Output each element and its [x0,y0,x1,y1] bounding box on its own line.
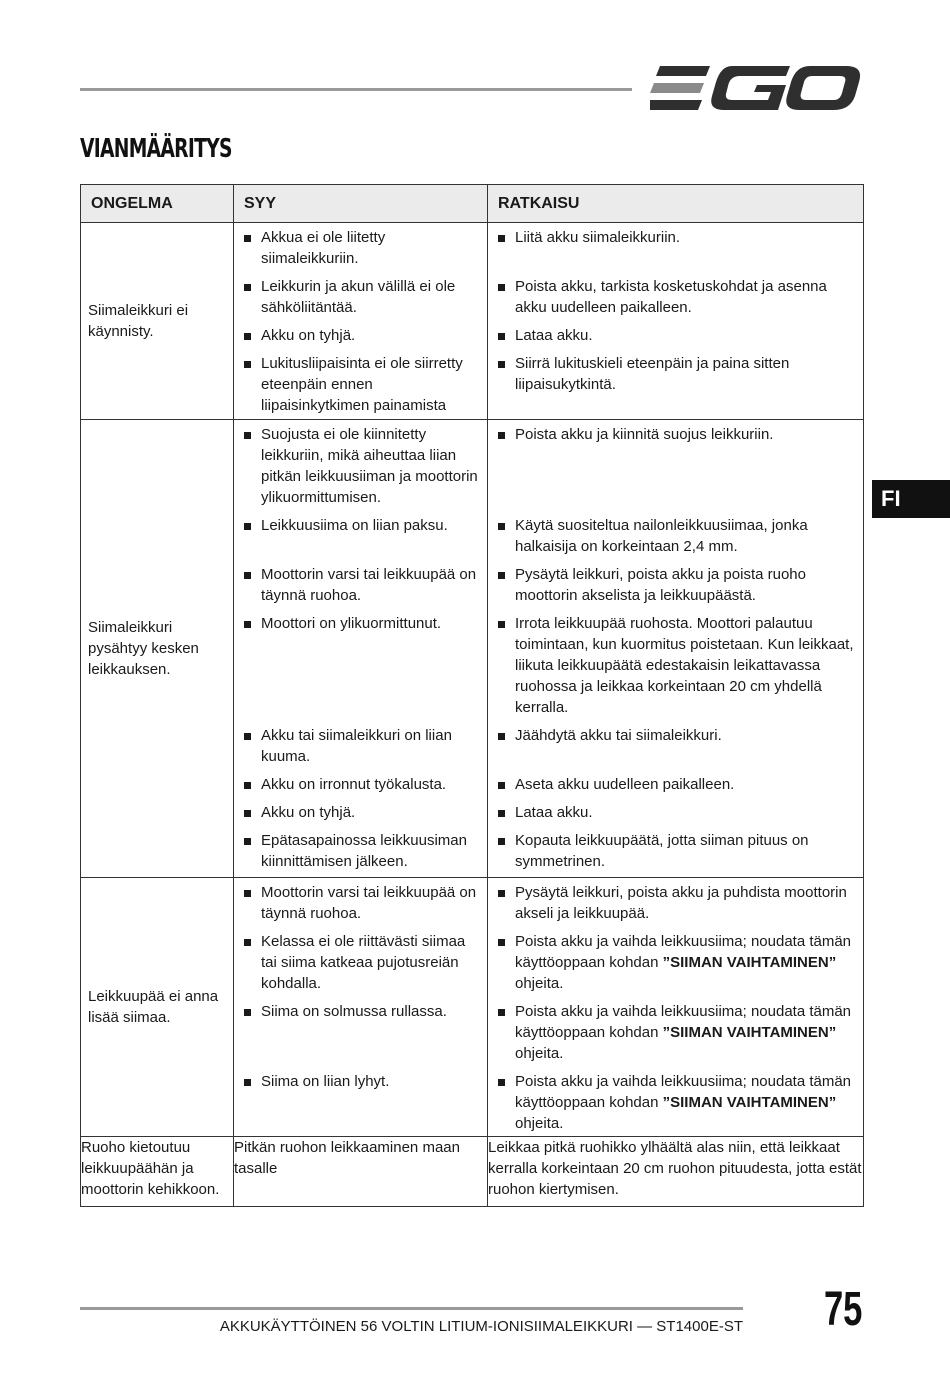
cause-item: Kelassa ei ole riittävästi siimaa tai siima katkeaa pujotusreiän kohdalla. [244,931,481,1001]
solution-item: Jäähdytä akku tai siimaleikkuri. [498,725,857,774]
solution-item: Lataa akku. [498,802,857,830]
table-row [81,223,864,420]
header-solution: RATKAISU [488,185,864,223]
cause-item: Akku on irronnut työkalusta. [244,774,481,802]
language-tab: FI [872,480,950,518]
page-number: 75 [823,1283,862,1336]
cause-item: Akkua ei ole liitetty siimaleikkuriin. [244,227,481,276]
footer-rule [80,1307,743,1310]
solution-cell: Leikkaa pitkä ruohikko ylhäältä alas niin, että leikkaat kerralla korkeintaan 20 cm ruohon pituudesta, jotta estät ruohon kiertymisen. [488,1137,864,1207]
problem-cell: Ruoho kietoutuu leikkuupäähän ja moottorin kehikkoon. [81,1137,234,1207]
solution-cell [488,420,864,878]
cause-item: Leikkurin ja akun välillä ei ole sähköliitäntää. [244,276,481,325]
solution-item: Lataa akku. [498,325,857,353]
header-cause: SYY [234,185,488,223]
solution-item: Pysäytä leikkuri, poista akku ja poista ruoho moottorin akselista ja leikkuupäästä. [498,564,857,613]
cause-cell [234,878,488,1137]
solution-item: Siirrä lukituskieli eteenpäin ja paina sitten liipaisukytkintä. [498,353,857,416]
header-problem: ONGELMA [81,185,234,223]
cause-item: Leikkuusiima on liian paksu. [244,515,481,564]
solution-cell [488,223,864,420]
solution-item: Liitä akku siimaleikkuriin. [498,227,857,276]
cause-item: Akku on tyhjä. [244,802,481,830]
cause-item: Epätasapainossa leikkuusiman kiinnittämisen jälkeen. [244,830,481,875]
table-row [81,1137,864,1207]
cause-item: Suojusta ei ole kiinnitetty leikkuriin, mikä aiheuttaa liian pitkän leikkuusiiman ja moottorin ylikuormittumisen. [244,424,481,515]
solution-item: Poista akku ja vaihda leikkuusiima; noudata tämän käyttöoppaan kohdan ”SIIMAN VAIHTAMINEN” ohjeita. [498,1001,857,1071]
problem-cell: Leikkuupää ei anna lisää siimaa. [81,878,234,1137]
cause-cell [234,223,488,420]
cause-item: Akku tai siimaleikkuri on liian kuuma. [244,725,481,774]
cause-item: Moottorin varsi tai leikkuupää on täynnä ruohoa. [244,564,481,613]
header-rule [80,88,632,91]
solution-item: Pysäytä leikkuri, poista akku ja puhdista moottorin akseli ja leikkuupää. [498,882,857,931]
cause-item: Siima on solmussa rullassa. [244,1001,481,1071]
cause-item: Akku on tyhjä. [244,325,481,353]
solution-item: Poista akku ja vaihda leikkuusiima; noudata tämän käyttöoppaan kohdan ”SIIMAN VAIHTAMINEN” ohjeita. [498,931,857,1001]
cause-cell: Pitkän ruohon leikkaaminen maan tasalle [234,1137,488,1207]
solution-item: Irrota leikkuupää ruohosta. Moottori palautuu toimintaan, kun kuormitus poistetaan. Kun leikkaat, liikuta leikkuupäätä edestakaisin leikattavassa ruohossa ja leikkaa korkeintaan 20 cm yhdellä kerralla. [498,613,857,725]
table-header-row [81,185,864,223]
solution-cell [488,878,864,1137]
solution-item: Poista akku ja kiinnitä suojus leikkuriin. [498,424,857,515]
solution-item: Poista akku, tarkista kosketuskohdat ja asenna akku uudelleen paikalleen. [498,276,857,325]
footer-product-title: AKKUKÄYTTÖINEN 56 VOLTIN LITIUM-IONISIIMALEIKKURI — ST1400E-ST [219,1318,743,1335]
table-row [81,878,864,1137]
problem-cell: Siimaleikkuri pysähtyy kesken leikkauksen. [81,420,234,878]
solution-item: Aseta akku uudelleen paikalleen. [498,774,857,802]
ego-logo [650,64,862,112]
cause-item: Moottori on ylikuormittunut. [244,613,481,725]
solution-item: Poista akku ja vaihda leikkuusiima; noudata tämän käyttöoppaan kohdan ”SIIMAN VAIHTAMINEN” ohjeita. [498,1071,857,1134]
problem-cell: Siimaleikkuri ei käynnisty. [81,223,234,420]
cause-cell [234,420,488,878]
solution-item: Kopauta leikkuupäätä, jotta siiman pituus on symmetrinen. [498,830,857,875]
cause-item: Lukitusliipaisinta ei ole siirretty eteenpäin ennen liipaisinkytkimen painamista [244,353,481,416]
solution-item: Käytä suositeltua nailonleikkuusiimaa, jonka halkaisija on korkeintaan 2,4 mm. [498,515,857,564]
cause-item: Siima on liian lyhyt. [244,1071,481,1134]
table-row [81,420,864,878]
cause-item: Moottorin varsi tai leikkuupää on täynnä ruohoa. [244,882,481,931]
troubleshooting-table [80,184,864,1207]
page-title: VIANMÄÄRITYS [80,134,232,164]
